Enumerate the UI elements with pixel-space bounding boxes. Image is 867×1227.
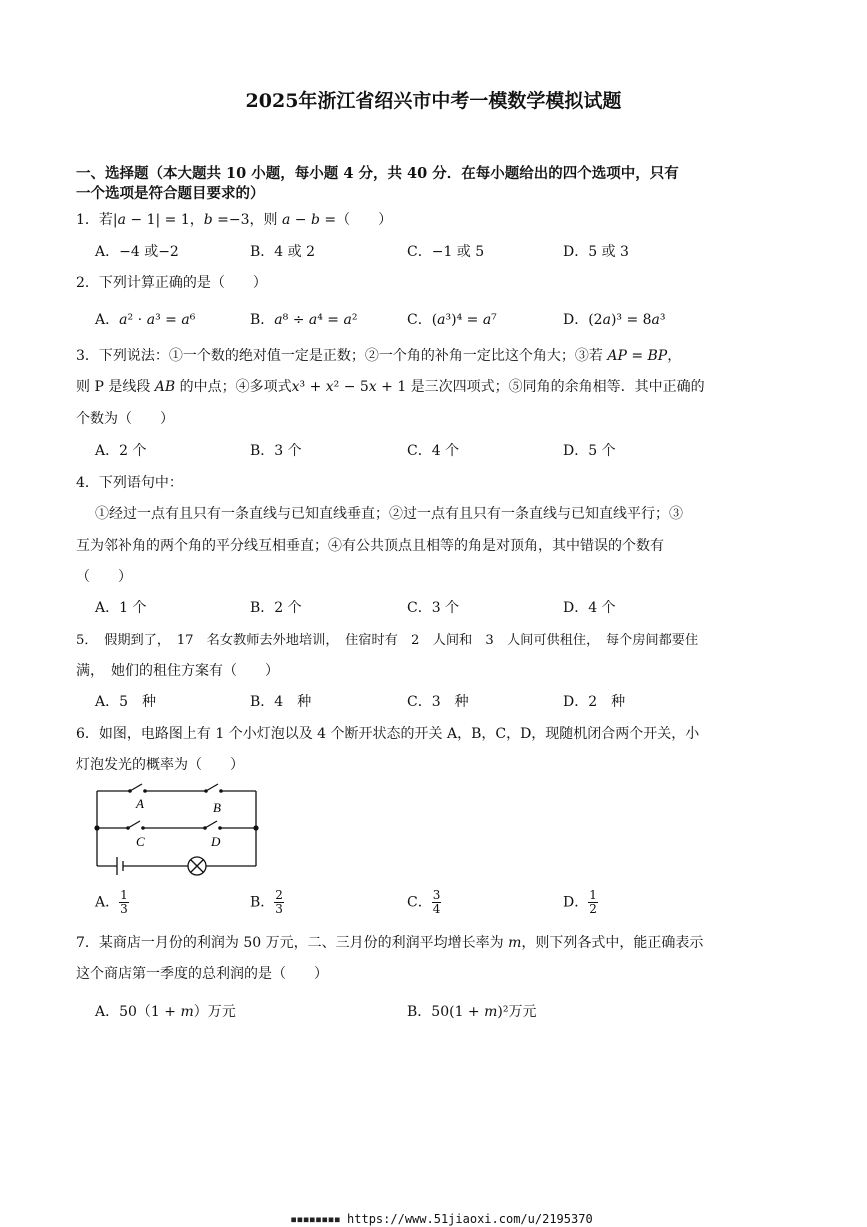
q7-stem-line2: 这个商店第一季度的总利润的是（ ） [76,966,328,982]
q4-option-d: D．4 个 [563,600,616,616]
q5-option-c: C．3 种 [407,694,469,710]
q7-option-b: B．50(1 + 𝑚)²万元 [407,1004,537,1020]
q5-stem-line1: 5． 假期到了， 17 名女教师去外地培训， 住宿时有 2 人间和 3 人间可供租住， 每个房间都要住 [76,633,699,648]
footer-url[interactable]: https://www.51jiaoxi.com/u/2195370 [347,1212,593,1226]
q6-option-c-num: 3 [432,888,441,902]
q3-stem-line3: 个数为（ ） [76,411,174,427]
q3-option-d: D．5 个 [563,443,616,459]
q4-option-b: B．2 个 [250,600,302,616]
footer-watermark [290,1212,593,1226]
q6-option-a-num: 1 [120,888,128,902]
q5-option-b: B．4 种 [250,694,312,710]
q1-stem: 1．若|𝑎 − 1| = 1，𝑏 =−3，则 𝑎 − 𝑏 =（ ） [76,212,393,228]
q3-option-a: A．2 个 [95,443,147,459]
q6-option-b-label: B． [250,894,275,911]
q3-option-b: B．3 个 [250,443,302,459]
q6-stem-line2: 灯泡发光的概率为（ ） [76,757,244,773]
q4-option-c: C．3 个 [407,600,460,616]
q2-stem: 2．下列计算正确的是（ ） [76,275,267,291]
q4-stem-line1: 4．下列语句中： [76,475,183,491]
page-title: 2025年浙江省绍兴市中考一模数学模拟试题 [245,90,622,112]
q7-option-a: A．50（1 + 𝑚）万元 [95,1004,236,1020]
q6-option-c-den: 4 [432,902,441,916]
switch-label-d: D [211,834,221,849]
q6-option-c-label: C． [407,894,432,911]
q7-stem-line1: 7．某商店一月份的利润为 50 万元，二、三月份的利润平均增长率为 𝑚，则下列各式中，能正确表示 [76,935,704,951]
q6-option-d [563,889,598,916]
q5-stem-line2: 满， 她们的租住方案有（ ） [76,663,279,679]
q1-option-d: D．5 或 3 [563,244,629,260]
q6-option-b [250,889,284,916]
switch-label-b: B [213,800,221,815]
q6-option-b-num: 2 [275,888,283,902]
circuit-diagram [88,778,268,878]
q6-option-b-den: 3 [275,902,283,916]
q6-option-a [95,889,129,916]
q6-option-a-den: 3 [120,902,128,916]
section-heading-line1: 一、选择题（本大题共 10 小题，每小题 4 分，共 40 分．在每小题给出的四个选项中，只有 [76,165,679,182]
footer-dots: ▪▪▪▪▪▪▪▪ [290,1212,340,1226]
q4-option-a: A．1 个 [95,600,147,616]
q6-option-d-label: D． [563,894,589,911]
q6-option-d-num: 1 [589,888,597,902]
q5-option-a: A．5 种 [95,694,157,710]
switch-label-c: C [136,834,145,849]
q2-option-c: C．(𝑎³)⁴ = 𝑎⁷ [407,312,497,328]
q4-stem-line3: 互为邻补角的两个角的平分线互相垂直；④有公共顶点且相等的角是对顶角，其中错误的个数有 [76,538,664,554]
q2-option-b: B．𝑎⁸ ÷ 𝑎⁴ = 𝑎² [250,312,358,328]
q1-option-a: A．−4 或−2 [95,244,179,260]
q2-option-a: A．𝑎² ⋅ 𝑎³ = 𝑎⁶ [95,312,196,328]
q3-stem-line2: 则 P 是线段 𝐴𝐵 的中点；④多项式𝑥³ + 𝑥² − 5𝑥 + 1 是三次四项式；⑤同角的余角相等．其中正确的 [76,379,705,395]
q6-option-a-label: A． [95,894,120,911]
q4-stem-line2: ①经过一点有且只有一条直线与已知直线垂直；②过一点有且只有一条直线与已知直线平行；③ [95,506,683,522]
q3-stem-line1: 3．下列说法：①一个数的绝对值一定是正数；②一个角的补角一定比这个角大；③若 𝐴𝑃 = 𝐵𝑃， [76,348,682,364]
switch-label-a: A [136,796,144,811]
q2-option-d: D．(2𝑎)³ = 8𝑎³ [563,312,666,328]
q6-option-d-den: 2 [589,902,597,916]
q6-option-c [407,889,441,916]
section-heading-line2: 一个选项是符合题目要求的） [76,185,265,202]
q5-option-d: D．2 种 [563,694,626,710]
q6-stem-line1: 6．如图，电路图上有 1 个小灯泡以及 4 个断开状态的开关 A，B，C，D，现随机闭合两个开关，小 [76,726,700,742]
q1-option-c: C．−1 或 5 [407,244,485,260]
q4-stem-line4: （ ） [76,569,132,585]
q1-option-b: B．4 或 2 [250,244,316,260]
q3-option-c: C．4 个 [407,443,460,459]
